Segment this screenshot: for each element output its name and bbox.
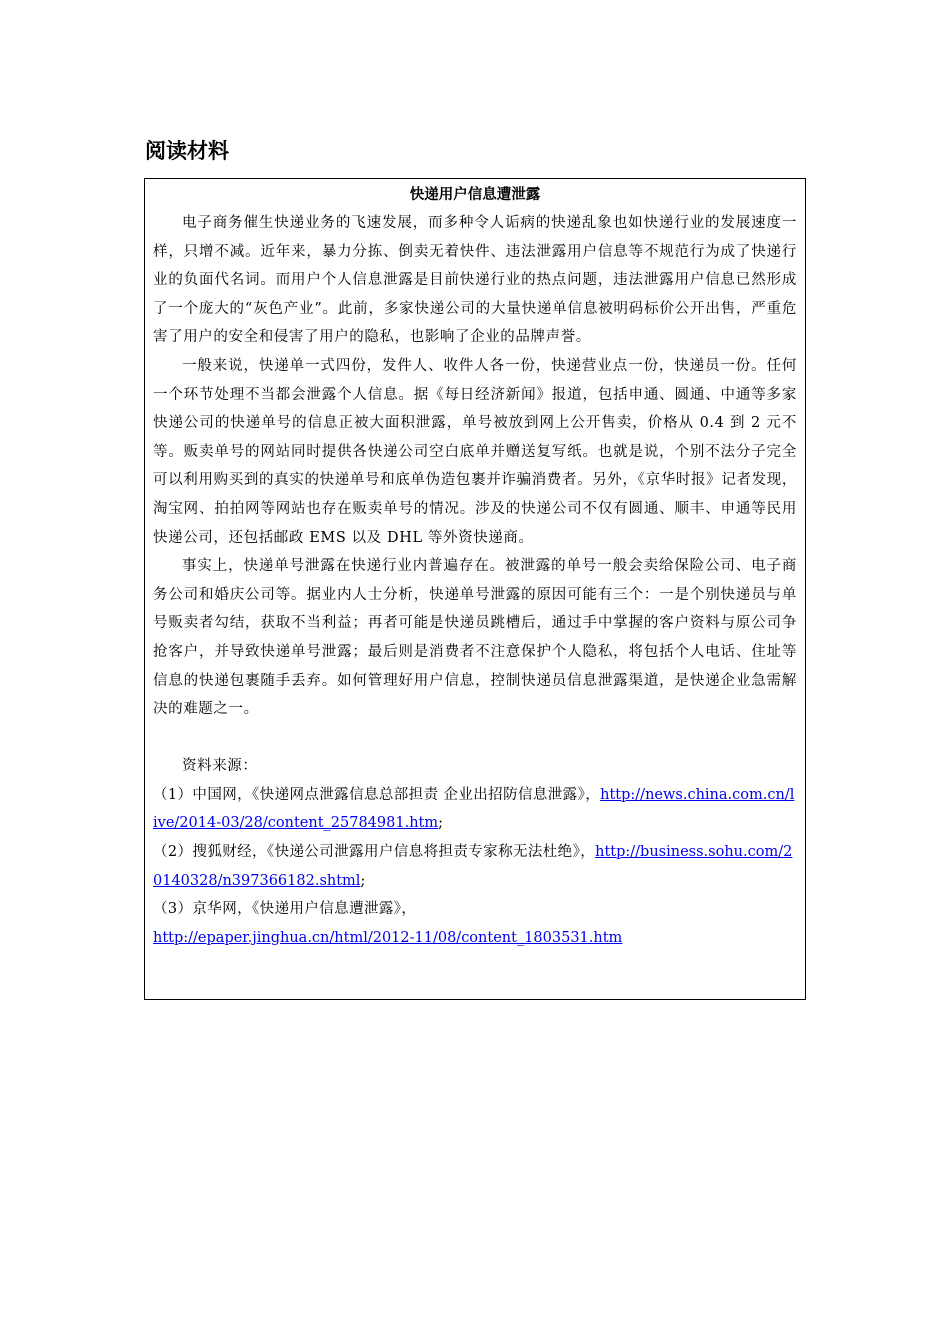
article-paragraph-2: 一般来说，快递单一式四份，发件人、收件人各一份，快递营业点一份，快递员一份。任何一个环节处理不当都会泄露个人信息。据《每日经济新闻》报道，包括申通、圆通、中通等多家快递公司的快递单号的信息正被大面积泄露，单号被放到网上公开售卖，价格从 0.4 到 2 元不等。贩卖单号的网站同时提供各快递公司空白底单并赠送复写纸。也就是说，个别不法分子完全可以利用购买到的真实的快递单号和底单伪造包裹并诈骗消费者。另外，《京华时报》记者发现，淘宝网、拍拍网等网站也存在贩卖单号的情况。涉及的快递公司不仅有圆通、顺丰、申通等民用快递公司，还包括邮政 EMS 以及 DHL 等外资快递商。	[153, 357, 797, 546]
blank-line	[153, 724, 797, 753]
reference-2-link[interactable]: http://business.sohu.com/20140328/n397366182.shtml	[153, 844, 793, 889]
article-body	[145, 209, 805, 952]
article-paragraph-3: 事实上，快递单号泄露在快递行业内普遍存在。被泄露的单号一般会卖给保险公司、电子商务公司和婚庆公司等。据业内人士分析，快递单号泄露的原因可能有三个：一是个别快递员与单号贩卖者勾结，获取不当利益；再者可能是快递员跳槽后，通过手中掌握的客户资料与原公司争抢客户，并导致快递单号泄露；最后则是消费者不注意保护个人隐私，将包括个人电话、住址等信息的快递包裹随手丢弃。如何管理好用户信息，控制快递员信息泄露渠道，是快递企业急需解决的难题之一。	[153, 558, 797, 718]
reference-3-link[interactable]: http://epaper.jinghua.cn/html/2012-11/08/content_1803531.htm	[153, 929, 623, 946]
reference-2-suffix: ;	[360, 872, 366, 889]
reference-1-suffix: ;	[438, 815, 444, 832]
reference-1-link[interactable]: http://news.china.com.cn/live/2014-03/28/content_25784981.htm	[153, 786, 795, 832]
article-title: 快递用户信息遭泄露	[409, 186, 541, 203]
reference-1	[153, 781, 797, 838]
sources-label: 资料来源：	[182, 758, 258, 775]
section-heading: 阅读材料	[145, 139, 229, 163]
reference-2	[153, 838, 797, 895]
reference-3-text: （3）京华网，《快递用户信息遭泄露》，	[153, 901, 417, 918]
reading-material-box	[144, 178, 806, 1000]
reference-1-text: （1）中国网，《快递网点泄露信息总部担责 企业出招防信息泄露》，	[153, 786, 601, 803]
reference-3	[153, 895, 797, 952]
article-paragraph-1: 电子商务催生快递业务的飞速发展，而多种令人诟病的快递乱象也如快递行业的发展速度一样，只增不减。近年来，暴力分拣、倒卖无着快件、违法泄露用户信息等不规范行为成了快递行业的负面代名词。而用户个人信息泄露是目前快递行业的热点问题，违法泄露用户信息已然形成了一个庞大的“灰色产业”。此前，多家快递公司的大量快递单信息被明码标价公开出售，严重危害了用户的安全和侵害了用户的隐私，也影响了企业的品牌声誉。	[153, 215, 797, 346]
reference-2-text: （2）搜狐财经，《快递公司泄露用户信息将担责专家称无法杜绝》，	[153, 844, 596, 861]
